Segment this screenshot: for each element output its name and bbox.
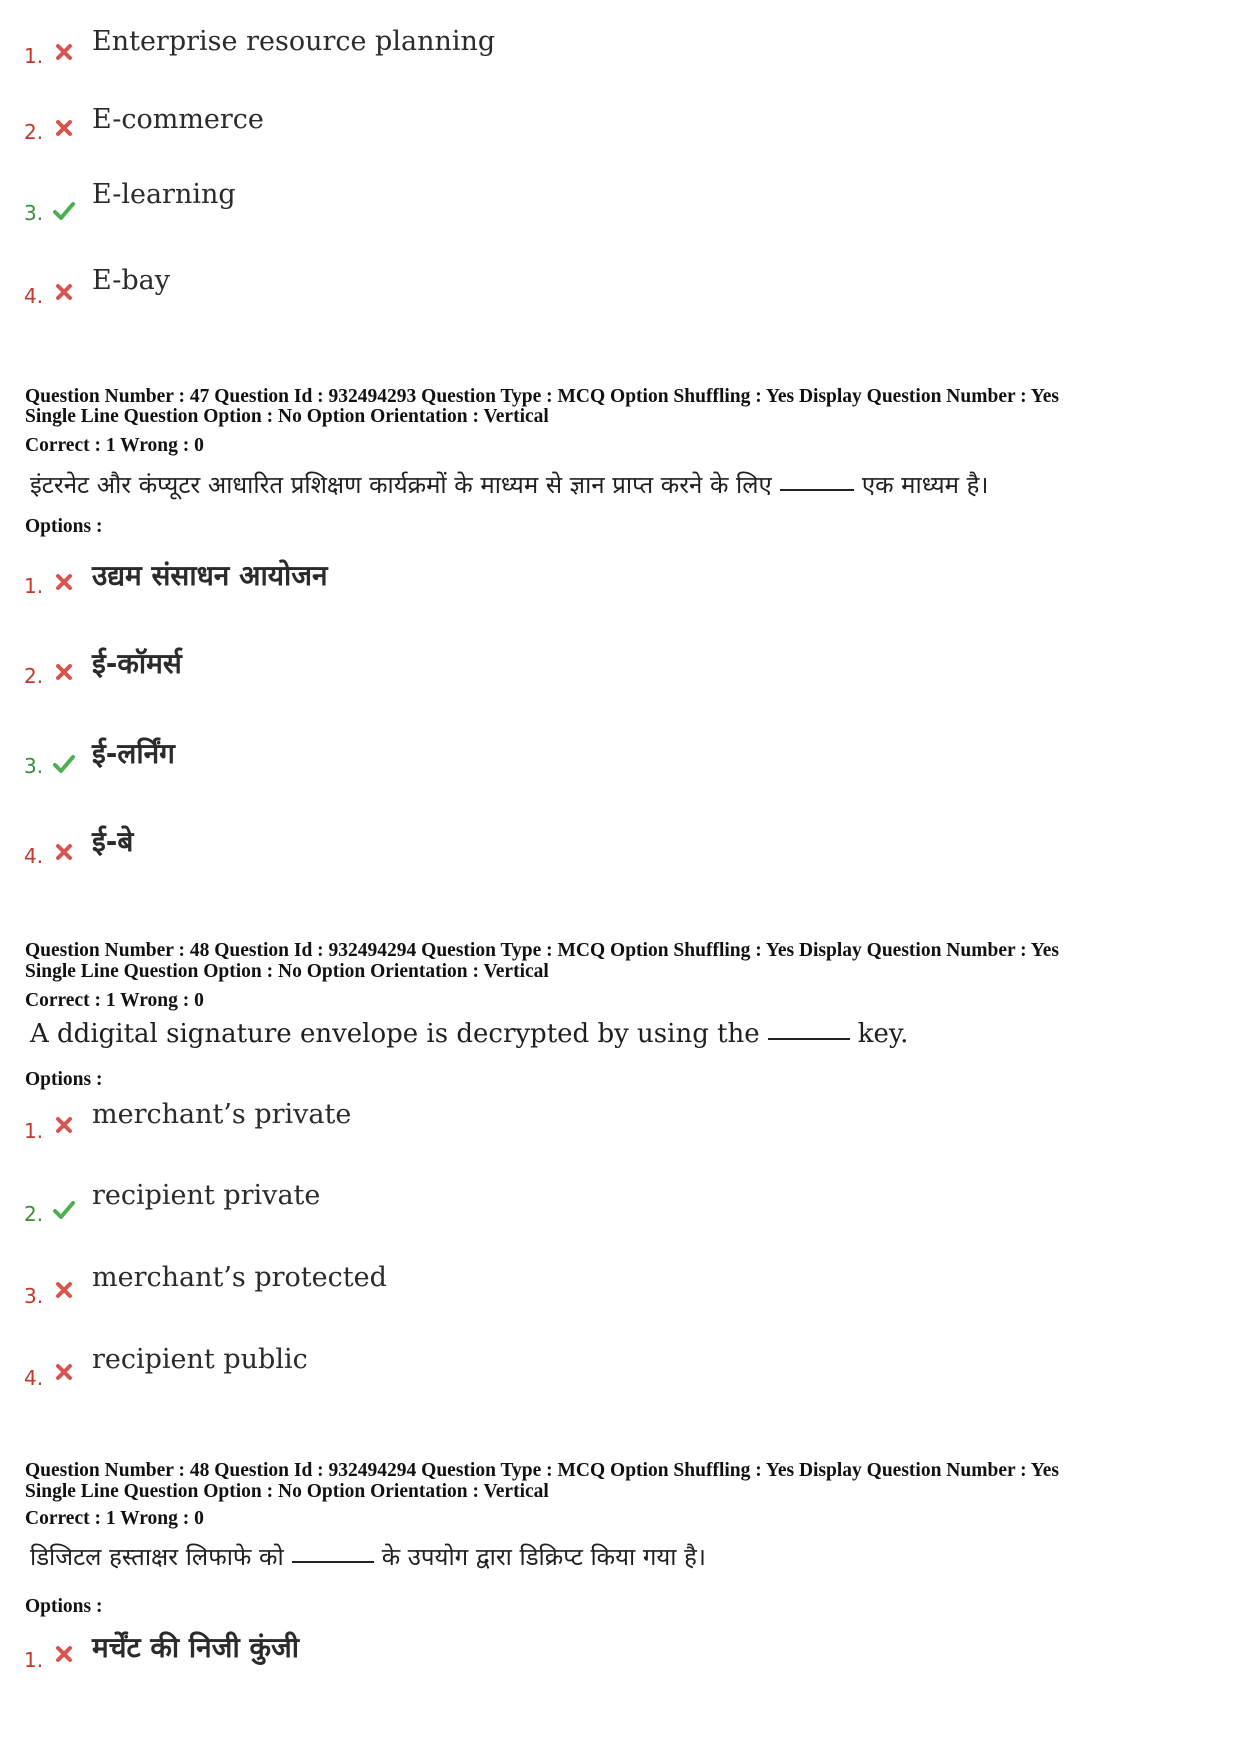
question-text [30,468,989,501]
q48-en-option-2 [0,1180,1240,1246]
cross-icon [52,570,76,594]
question-text-end: key. [857,1019,909,1049]
q48-en-option-1 [0,1099,1240,1163]
option-number: 4. [24,1366,44,1390]
question-meta-line1: Question Number : 48 Question Id : 932494294 Question Type : MCQ Option Shuffling : Yes Display Question Number : Yes [25,1460,1059,1481]
option-text: मर्चेंट की निजी कुंजी [92,1631,299,1664]
option-text: उद्यम संसाधन आयोजन [92,559,328,592]
option-number: 1. [24,1648,44,1672]
check-icon [52,199,76,223]
option-text: E-learning [92,179,236,210]
cross-icon [52,840,76,864]
option-number: 2. [24,120,44,144]
options-label: Options : [25,516,103,537]
q48-hi-option-1 [0,1630,1240,1690]
q47-option-2 [0,646,1240,706]
question-text-start: A ddigital signature envelope is decrypted by using the [30,1019,760,1049]
question-meta-line2: Single Line Question Option : No Option Orientation : Vertical [25,406,549,427]
q47-option-4 [0,826,1240,886]
question-text-end: एक माध्यम है। [861,471,989,499]
cross-icon [52,660,76,684]
option-text: Enterprise resource planning [92,26,496,57]
cross-icon [52,116,76,140]
option-number: 4. [24,284,44,308]
option-number: 1. [24,1119,44,1143]
question-score: Correct : 1 Wrong : 0 [25,990,204,1011]
question-text [30,1019,908,1049]
question-meta-line1: Question Number : 47 Question Id : 932494293 Question Type : MCQ Option Shuffling : Yes Display Question Number : Yes [25,386,1059,407]
q46-option-1 [0,26,1240,86]
q46-option-4 [0,265,1240,330]
q47-option-3 [0,736,1240,796]
question-text [30,1540,706,1573]
question-score: Correct : 1 Wrong : 0 [25,1508,204,1529]
answer-blank [292,1561,374,1563]
option-number: 3. [24,201,44,225]
question-score: Correct : 1 Wrong : 0 [25,435,204,456]
question-meta-line2: Single Line Question Option : No Option Orientation : Vertical [25,1481,549,1502]
cross-icon [52,1642,76,1666]
cross-icon [52,40,76,64]
option-text: recipient public [92,1344,308,1375]
option-number: 4. [24,844,44,868]
question-text-start: डिजिटल हस्ताक्षर लिफाफे को [30,1543,284,1571]
q47-option-1 [0,556,1240,616]
option-text: E-commerce [92,104,264,135]
option-text: ई-लर्निंग [92,737,175,770]
q46-option-2 [0,104,1240,168]
option-text: ई-बे [92,825,134,858]
option-text: ई-कॉमर्स [92,647,182,680]
options-label: Options : [25,1069,103,1090]
cross-icon [52,1113,76,1137]
option-number: 3. [24,754,44,778]
answer-blank [768,1038,850,1040]
q48-en-option-3 [0,1262,1240,1328]
option-text: recipient private [92,1180,321,1211]
question-text-start: इंटरनेट और कंप्यूटर आधारित प्रशिक्षण कार्यक्रमों के माध्यम से ज्ञान प्राप्त करने के लिए [30,471,772,499]
option-text: E-bay [92,265,170,296]
q46-option-3 [0,179,1240,245]
option-number: 3. [24,1284,44,1308]
check-icon [52,1198,76,1222]
cross-icon [52,280,76,304]
cross-icon [52,1278,76,1302]
options-label: Options : [25,1596,103,1617]
q48-en-option-4 [0,1344,1240,1410]
option-text: merchant’s protected [92,1262,387,1293]
option-number: 2. [24,1202,44,1226]
answer-blank [780,489,854,491]
cross-icon [52,1360,76,1384]
option-text: merchant’s private [92,1099,352,1130]
option-number: 1. [24,44,44,68]
option-number: 2. [24,664,44,688]
question-text-end: के उपयोग द्वारा डिक्रिप्ट किया गया है। [381,1543,706,1571]
question-meta-line1: Question Number : 48 Question Id : 932494294 Question Type : MCQ Option Shuffling : Yes Display Question Number : Yes [25,940,1059,961]
option-number: 1. [24,574,44,598]
question-meta-line2: Single Line Question Option : No Option Orientation : Vertical [25,961,549,982]
check-icon [52,752,76,776]
